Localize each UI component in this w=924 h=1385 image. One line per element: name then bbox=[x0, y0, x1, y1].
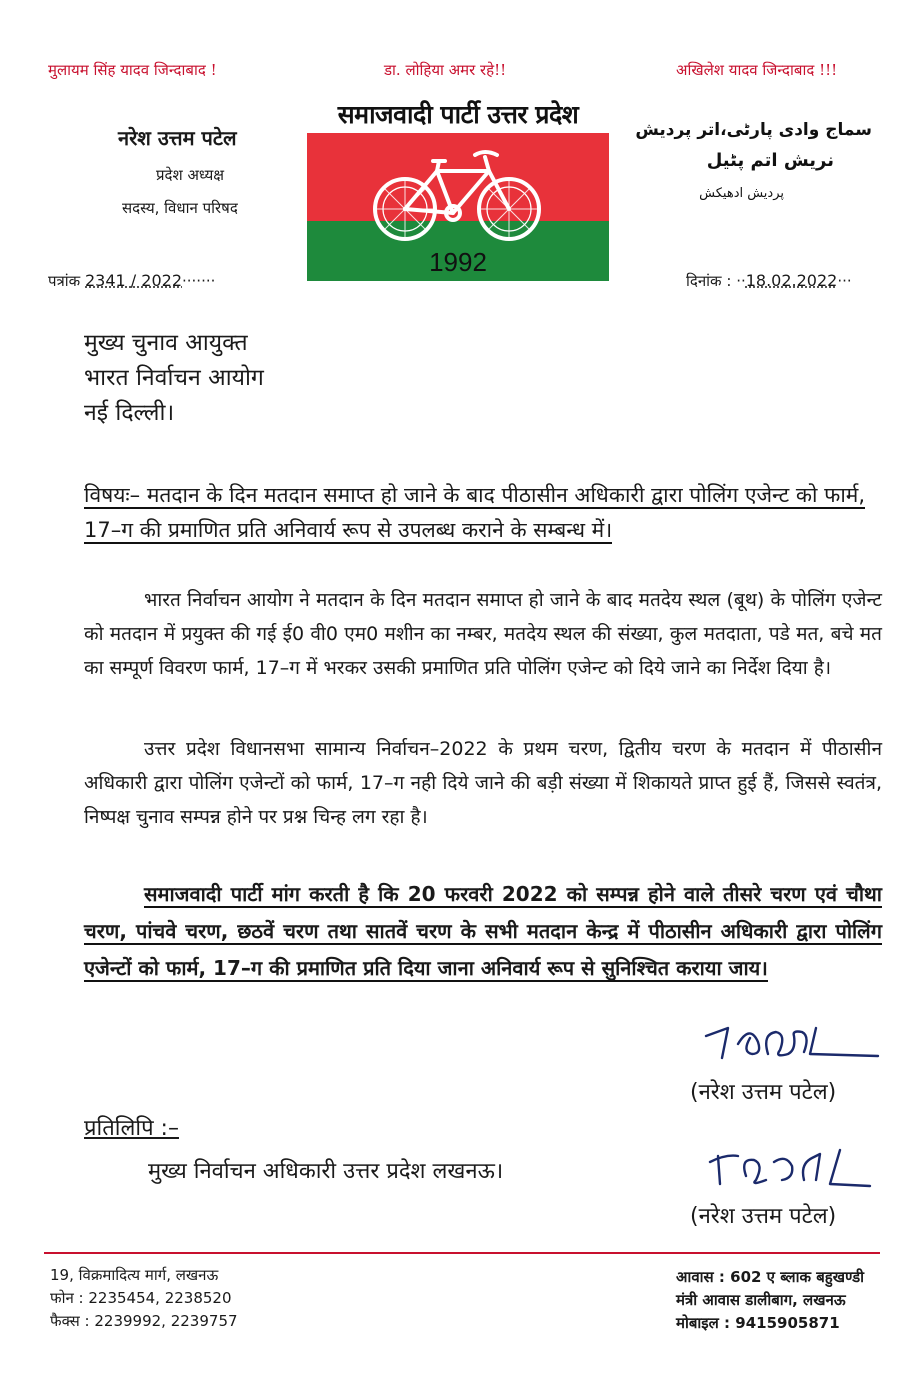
office-address: 19, विक्रमादित्य मार्ग, लखनऊ bbox=[50, 1266, 219, 1284]
slogan-left: मुलायम सिंह यादव जिन्दाबाद ! bbox=[48, 61, 217, 79]
sender-role: प्रदेश अध्यक्ष bbox=[156, 166, 225, 184]
residence-address-1: आवास : 602 ए ब्लाक बहुखण्डी bbox=[676, 1268, 865, 1286]
letter-date: दिनांक : ··18.02.2022··· bbox=[686, 271, 852, 290]
footer-residence-address bbox=[676, 1266, 864, 1335]
signature-1 bbox=[698, 1014, 898, 1074]
signature-2 bbox=[700, 1140, 890, 1200]
addressee-line-1: मुख्य चुनाव आयुक्त bbox=[84, 330, 248, 356]
demand-text: समाजवादी पार्टी मांग करती है कि 20 फरवरी 2022 को सम्पन्न होने वाले तीसरे चरण एवं चौथा चरण, पांचवे चरण, छठवें चरण तथा सातवें चरण के सभी मतदान केन्द्र में पीठासीन अधिकारी द्वारा पोलिंग एजेन्टों को फार्म, 17–ग की प्रमाणित प्रति दिया जाना अनिवार्य रूप से सुनिश्चित कराया जाय। bbox=[84, 882, 882, 980]
urdu-sender-role: پردیش ادھیکش bbox=[699, 186, 784, 201]
reference-label: पत्रांक bbox=[48, 272, 81, 290]
party-logo bbox=[305, 97, 611, 283]
sender-name: नरेश उत्तम पटेल bbox=[118, 126, 237, 150]
urdu-party-name: سماج وادی پارٹی،اتر پردیش bbox=[635, 120, 872, 140]
footer-divider bbox=[44, 1252, 880, 1254]
reference-number: पत्रांक 2341 / 2022······· bbox=[48, 271, 216, 290]
residence-address-2: मंत्री आवास डालीबाग, लखनऊ bbox=[676, 1291, 846, 1309]
body-paragraph-3 bbox=[84, 876, 882, 987]
sender-membership: सदस्य, विधान परिषद bbox=[122, 199, 238, 217]
slogan-right: अखिलेश यादव जिन्दाबाद !!! bbox=[676, 61, 838, 79]
addressee-line-3: नई दिल्ली। bbox=[84, 400, 175, 426]
office-phone: फोन : 2235454, 2238520 bbox=[50, 1289, 232, 1307]
subject-text: विषयः– मतदान के दिन मतदान समाप्त हो जाने के बाद पीठासीन अधिकारी द्वारा पोलिंग एजेन्ट को फार्म, 17–ग की प्रमाणित प्रति अनिवार्य रूप से उपलब्ध कराने के सम्बन्ध में। bbox=[84, 483, 866, 542]
reference-value: 2341 / 2022 bbox=[85, 271, 182, 290]
party-flag bbox=[307, 133, 609, 281]
slogan-center: डा. लोहिया अमर रहे!! bbox=[384, 61, 507, 79]
date-label: दिनांक : bbox=[686, 272, 732, 290]
mobile-number: मोबाइल : 9415905871 bbox=[676, 1314, 840, 1332]
date-value: 18.02.2022 bbox=[745, 271, 838, 290]
bicycle-icon bbox=[367, 137, 547, 247]
signatory-name-1: (नरेश उत्तम पटेल) bbox=[690, 1080, 837, 1105]
footer-office-address bbox=[50, 1264, 238, 1333]
body-paragraph-1: भारत निर्वाचन आयोग ने मतदान के दिन मतदान समाप्त हो जाने के बाद मतदेय स्थल (बूथ) के पोलिंग एजेन्ट को मतदान में प्रयुक्त की गई ई0 वी0 एम0 मशीन का नम्बर, मतदेय स्थल की संख्या, कुल मतदाता, पडे मत, बचे मत का सम्पूर्ण विवरण फार्म, 17–ग में भरकर उसकी प्रमाणित प्रति पोलिंग एजेन्ट को दिये जाने का निर्देश दिया है। bbox=[84, 589, 882, 679]
logo-year: 1992 bbox=[429, 247, 487, 277]
body-paragraph-2: उत्तर प्रदेश विधानसभा सामान्य निर्वाचन–2022 के प्रथम चरण, द्वितीय चरण के मतदान में पीठासीन अधिकारी द्वारा पोलिंग एजेन्टों को फार्म, 17–ग नही दिये जाने की बड़ी संख्या में शिकायते प्राप्त हुई हैं, जिससे स्वतंत्र, निष्पक्ष चुनाव सम्पन्न होने पर प्रश्न चिन्ह लग रहा है। bbox=[84, 738, 882, 828]
copy-recipient: मुख्य निर्वाचन अधिकारी उत्तर प्रदेश लखनऊ। bbox=[148, 1159, 504, 1184]
signatory-name-2: (नरेश उत्तम पटेल) bbox=[690, 1204, 837, 1229]
office-fax: फैक्स : 2239992, 2239757 bbox=[50, 1312, 238, 1330]
addressee-line-2: भारत निर्वाचन आयोग bbox=[84, 365, 264, 391]
copy-label: प्रतिलिपि :– bbox=[84, 1116, 179, 1141]
letter-subject bbox=[84, 478, 884, 548]
logo-title: समाजवादी पार्टी उत्तर प्रदेश bbox=[337, 100, 579, 129]
urdu-sender-name: نریش اتم پٹیل bbox=[706, 150, 834, 171]
